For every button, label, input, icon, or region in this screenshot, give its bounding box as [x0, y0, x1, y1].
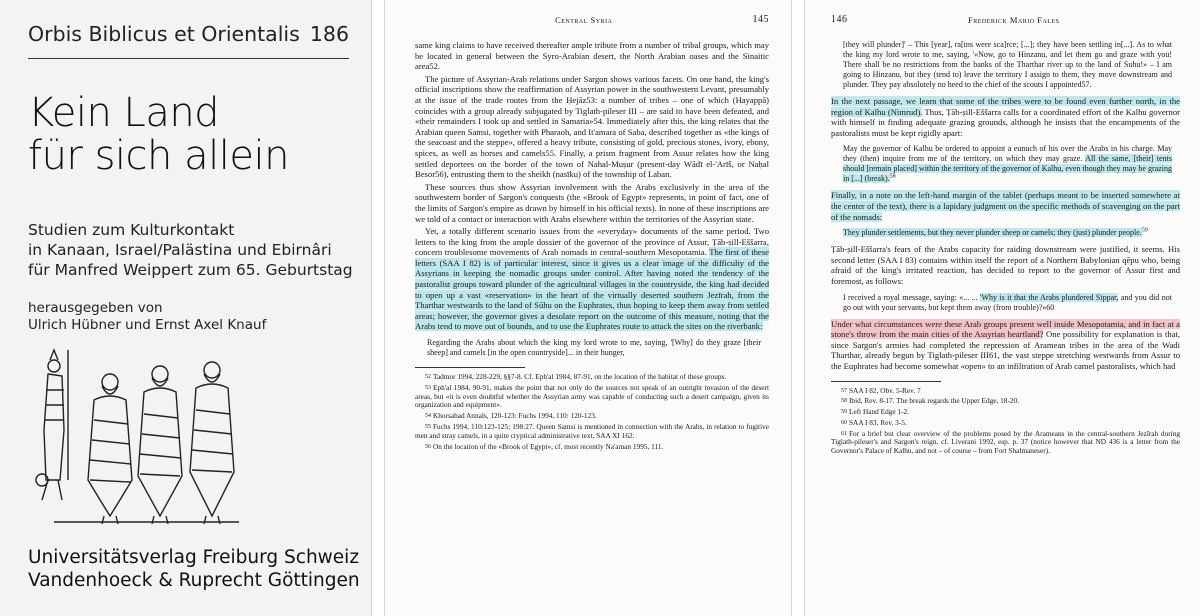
footnote-number: 61: [841, 430, 847, 437]
footnote-text: Ibid, Rev. 8-17. The break regards the Upper Edge, 18-20.: [849, 396, 1020, 406]
footnote-number: 53: [425, 384, 431, 391]
paragraph-text: One possibility for explanation is that, since Sargon's armies had completed the repression of Aramean tribes in the area of the Wadi Tharthar, already begun by Tiglath-pileser III61, the vast steppe stretching westwards from Assur to the Euphrates had become somewhat «open» to an infiltration of Arab camel pastoralists, which had: [831, 329, 1180, 371]
paragraph: These sources thus show Assyrian involvement with the Arabs exclusively in the area of the southwestern border of Sargon's conquests (the «Brook of Egypt» represents, in point of fact, one of the limits of Sargon's empire as drawn by himself in his official texts). In none of these inscriptions are we told of a contact or interaction with Arabs elsewhere within the territories of the Assyrian state.: [415, 181, 769, 224]
block-quote: [843, 144, 1172, 184]
prisoner-figure: [190, 362, 234, 524]
book-page-145: [384, 0, 792, 616]
footnote-text: Left Hand Edge 1-2.: [849, 407, 909, 417]
quote-text: I received a royal message, saying: «... ...: [843, 292, 981, 302]
prisoner-figure: [88, 374, 132, 524]
cover-header: [28, 22, 349, 46]
footnote-text: Tadmor 1994, 228-229, §§7-8. Cf. Eph'al 1984, 87-91, on the location of the habitat of these groups.: [433, 372, 727, 382]
footnote: [415, 423, 769, 441]
page-number: 146: [831, 13, 848, 25]
running-head: Frederick Mario Fales: [968, 14, 1060, 25]
soldier-figure: [36, 350, 68, 500]
cover-rule: [28, 58, 349, 59]
highlighted-text: 'Why is it that the Arabs plundered Sippar,: [980, 292, 1119, 302]
footnote-rule: [415, 367, 525, 368]
title-line: Kein Land: [28, 90, 220, 136]
footnote-text: For a brief but clear overview of the problems posed by the Arameans in the central-southern Jezīrah during Tiglath-pileser's and Sargon's reign, cf. Liverani 1992, esp. p. 37 (notice however that ND 436 is a letter from the Governor's Palace of Kalhu, and not – of course – from Fort Shalmaneser).: [831, 428, 1180, 456]
footnote: [831, 397, 1180, 406]
footnote-text: Fuchs 1994, 110:123-125; 198:27. Queen Samsi is mentioned in connection with the Arabs, in relation to fugitive men and stray camels, in a quite cryptical administrative text, SAA XI 162.: [415, 422, 769, 440]
footnote: [831, 430, 1180, 456]
footnote-number: 56: [425, 443, 431, 450]
editors-block: [28, 300, 266, 334]
paragraph-text: Yet, a totally different scenario issues from the «everyday» documents of the same period. Two letters to the king from the ample dossier of the governor of the province of Assur, Ṭāb-ṣill-Eššarra, concern troublesome movements of Arab nomads in central-southern Mesopotamia.: [415, 226, 769, 258]
footnote: [415, 412, 769, 421]
highlighted-text: In the next passage, we learn that some of the tribes were to be found even further north, in the region of Kalhu (Nimrud).: [831, 96, 1180, 117]
block-quote: [they will plunder]' – This [year], ra[ins were sca]rce; [...]; they have been settling in[...]. As to what the king my lord wrote to me, saying, '«Now, go to Hinzanu, and let them go and graze with you! There shall be no restrictions from the banks of the Tharthar river up to the land of Suhu!» – I am going to Hinzanu, but they (tend to) leave the territory I assign to them, they move downstream and plunder. They pay absolutely no heed to the chief of the scouts I appointed57.: [843, 40, 1172, 89]
editors-label: herausgegeben von: [28, 300, 163, 316]
paragraph: Ṭāb-ṣill-Eššarra's fears of the Arabs capacity for raiding downstream were justified, it seems. His second letter (SAA I 83) contains within itself the report of a Northern Babylonian qēpu who, being afraid of the king's irritated reaction, has decided to report to the governor of Assur first and foremost, as follows:: [831, 244, 1180, 286]
paragraph: [831, 190, 1180, 222]
paragraph-text: Thus, Ṭāb-ṣill-Eššarra calls for a coordinated effort of the Kalhu governor with himself in finding adequate grazing grounds, although he insists that the encampments of the pastoralists must be kept rigidly apart:: [831, 106, 1181, 138]
footnote-rule: [831, 381, 941, 382]
footnote-number: 59: [841, 409, 847, 416]
prisoner-figure: [138, 366, 182, 524]
footnote-number: 52: [425, 374, 431, 381]
subtitle-line: in Kanaan, Israel/Palästina und Ebirnâri: [28, 241, 332, 259]
subtitle-line: für Manfred Weippert zum 65. Geburtstag: [28, 261, 353, 279]
series-title: Orbis Biblicus et Orientalis: [28, 22, 300, 46]
footnote-text: SAA I 83, Rev. 3-5.: [849, 417, 907, 427]
highlighted-text: Finally, in a note on the left-hand margin of the tablet (perhaps meant to be inserted somewhere at the center of the text), there is a lapidary judgment on the specific methods of scavenging on the part of the nomads:: [831, 190, 1180, 222]
paragraph: same king claims to have received thereafter ample tribute from a number of tribal groups, which may be located in general between the Syro-Arabian desert, the North Arabian oases and the Sinaitic area52.: [415, 40, 769, 72]
footnote-text: On the location of the «Brook of Egypt», cf. most recently Na'aman 1995, 111.: [433, 441, 664, 451]
book-subtitle: [28, 220, 353, 280]
highlighted-text: All the same, [their] tents should [remain placed] within the territory of the governor of Kalhu, even though they may be grazing in [...] (break).: [843, 154, 1172, 184]
footnote: [415, 373, 769, 382]
running-header: [415, 0, 769, 40]
footnote-number: 55: [425, 424, 431, 431]
footnote: [415, 443, 769, 452]
paragraph: [415, 226, 769, 332]
paragraph: [831, 319, 1180, 372]
footnote-number: 57: [841, 387, 847, 394]
subtitle-line: Studien zum Kulturkontakt: [28, 221, 235, 239]
paragraph: [831, 96, 1180, 138]
quote-text: and you did not go out with your servants, but kept them away (from trouble)?»60: [843, 292, 1173, 312]
book-title: [28, 92, 289, 178]
footnote: [415, 384, 769, 410]
page-number: 145: [752, 13, 769, 25]
block-quote: [843, 228, 1172, 238]
editors-names: Ulrich Hübner und Ernst Axel Knauf: [28, 317, 267, 333]
footnote-ref: 58: [889, 173, 896, 180]
assyrian-relief-illustration: [24, 330, 249, 535]
highlighted-text: They plunder settlements, but they never plunder sheep or camels; they (just) plunder people.: [843, 228, 1142, 238]
book-cover: [0, 0, 372, 616]
block-quote: [843, 293, 1172, 313]
footnote-text: SAA I 82, Obv. 5-Rev. 7: [849, 385, 921, 395]
publisher-block: [28, 546, 360, 592]
highlighted-text-pink: Under what circumstances were these Arab groups present well inside Mesopotamia, and in fact at a stone's throw from the main cities of the Assyrian heartland?: [831, 318, 1180, 340]
footnote-text: Khorsabad Annals, 120-123: Fuchs 1994, 110: 120-123.: [433, 411, 597, 421]
footnote-ref: 59: [1141, 227, 1148, 234]
book-page-146: [804, 0, 1200, 616]
publisher-line: Universitätsverlag Freiburg Schweiz: [28, 547, 360, 568]
quote-text: May the governor of Kalhu be ordered to appoint a eunuch of his over the Arabs in his charge. May they (then) inquire from me of the territory, on which they may graze.: [843, 144, 1172, 164]
running-header: [831, 0, 1180, 40]
footnote-number: 54: [425, 413, 431, 420]
block-quote: Regarding the Arabs about which the king my lord wrote to me, saying, '[Why] do they graze [their sheep] and camels [in the open countryside]... in their hunger,: [427, 338, 761, 358]
title-line: für sich allein: [28, 133, 289, 179]
footnote-number: 58: [841, 398, 847, 405]
footnote-text: Eph'al 1984, 90-91, makes the point that not only do the sources not speak of an outright invasion of the desert areas, but «it is even doubtful whether the Assyrian army was capable of conducting such a desert campaign, given its organization and equipment».: [415, 382, 769, 410]
footnote: [831, 408, 1180, 417]
footnote-number: 60: [841, 419, 847, 426]
footnote: [831, 387, 1180, 396]
footnote: [831, 419, 1180, 428]
highlighted-text: The first of these letters (SAA I 82) is of particular interest, since it gives us a clear image of the difficulty of the Assyrians in keeping the nomadic groups under control. After having noted the tendency of the pastoralist groups toward plunder of the agricultural villages in the countryside, the king had decided to open up a vast «reservation» in the heart of the virtually deserted southern Jezīrah, from the Tharthar westwards to the land of Sūhu on the Euphrates, thus hoping to keep them away from settled areas; however, the governor gives a desolate report on the outcome of this measure, noting that the Arabs tend to move out of bounds, and to use the Euphrates route to attack the sites on the riverbank:: [415, 247, 769, 332]
running-head: Central Syria: [555, 14, 613, 25]
paragraph: The picture of Assyrian-Arab relations under Sargon shows various facets. On one hand, the king's official inscriptions show the reaffirmation of Assyrian power in the southwestern Levant, presumably at the issue of the trade routes from the Ḥejāz53: a number of tribes – one of which (Hayappā) coincides with a group already subjugated by Tiglath-pileser III – are said to have been defeated, and «their remainders I took up and settled in Samaria»54. Immediately after this, the king relates that the Arabian queen Samsi, together with Pharaoh, and It'amara of Saba, described together as «the kings of the seacoast and the steppe», offered a heavy tribute, consisting of gold, precious stones, ivory, ebony, spices, as well as horses and camels55. Finally, a prism fragment from Assur relates how the king settled deportees on the border of the town of Nahal-Muṣur (present-day Wādī el-'Arīš, or Naḥal Besor56), entrusting them to the sheikh (nasīku) of the township of Laban.: [415, 73, 769, 180]
publisher-line: Vandenhoeck & Ruprecht Göttingen: [28, 570, 360, 591]
volume-number: 186: [309, 22, 349, 46]
